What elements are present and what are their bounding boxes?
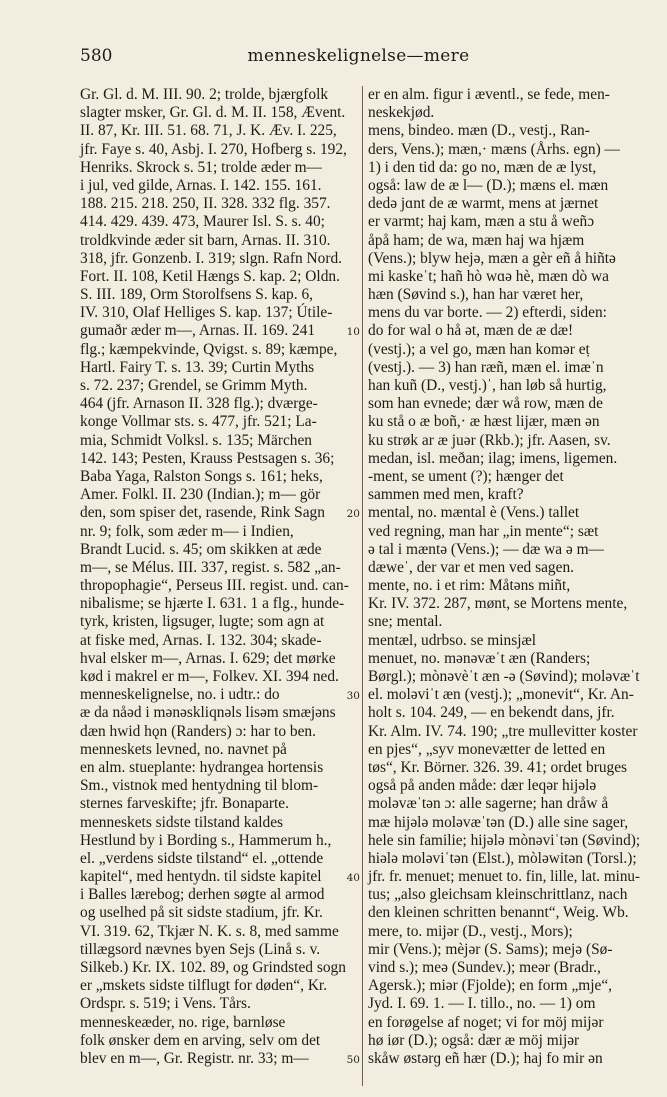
text-line: (vestj.); a vel go, mæn han komər eṭ <box>368 340 590 358</box>
text-line: og uselhed på sit sidste stadium, jfr. Kr. <box>80 904 323 922</box>
text-line: æ da nåəd i mənəskliqnəls lisəm smæjəns <box>80 704 336 722</box>
text-line: hø iør (D.); også: dær æ möj mijər <box>368 1031 580 1049</box>
text-line: flg.; kæmpekvinde, Qvigst. s. 89; kæmpe, <box>80 340 338 358</box>
column-divider <box>362 86 363 1086</box>
text-line: tillægsord nævnes byen Sejs (Linå s. v. <box>80 940 321 958</box>
text-line: nibalisme; se hjærte I. 631. 1 a flg., hunde- <box>80 595 345 613</box>
text-line: Brandt Lucid. s. 45; om skikken at æde <box>80 540 322 558</box>
text-line: Kr. IV. 372. 287, mønt, se Mortens mente, <box>368 595 628 613</box>
text-line: ə tal i mæntə (Vens.); — dæ wa ə m— <box>368 540 604 558</box>
text-line: Amer. Folkl. II. 230 (Indian.); m— gör <box>80 486 321 504</box>
text-line: mental, no. mæntal è (Vens.) tallet <box>368 504 580 522</box>
text-line: menuet, no. mənəvæˈt æn (Randers; <box>368 649 591 667</box>
text-line: sne; mental. <box>368 613 443 631</box>
left-column <box>80 86 359 1068</box>
text-line: 188. 215. 218. 250, II. 328. 332 flg. 357. <box>80 195 331 213</box>
text-line: kapitel“, med hentydn. til sidste kapitel <box>80 868 322 886</box>
text-line: s. 72. 237; Grendel, se Grimm Myth. <box>80 377 308 394</box>
text-line: mi kaskeˈt; hañ hò wɑə hè, mæn dò wa <box>368 267 609 285</box>
text-line: sternes farveskifte; jfr. Bonaparte. <box>80 795 289 813</box>
text-line: en forøgelse af noget; vi for möj mijər <box>368 1013 604 1031</box>
text-line: 414. 429. 439. 473, Maurer Isl. S. s. 40; <box>80 213 325 231</box>
text-line: sammen med men, kraft? <box>368 486 524 504</box>
text-line: jfr. Faye s. 40, Asbj. I. 270, Hofberg s. 192, <box>80 140 347 158</box>
text-line: at fiske med, Arnas. I. 132. 304; skade- <box>80 631 322 649</box>
line-number-marker: 20 <box>346 507 360 520</box>
text-line: troldkvinde æder sit barn, Arnas. II. 310. <box>80 231 331 249</box>
text-line: kød i makrel er m—, Folkev. XI. 394 ned. <box>80 668 339 685</box>
text-line: hval elsker m—, Arnas. I. 629; det mørke <box>80 649 336 667</box>
text-line: moləvæˈtən ɔ: alle sagerne; han dråw å <box>368 795 609 813</box>
line-number-marker: 40 <box>346 871 360 884</box>
text-line: slagter msker, Gr. Gl. d. M. II. 158, Ævent. <box>80 104 346 122</box>
text-line: folk ønsker dem en arving, selv om det <box>80 1031 321 1049</box>
text-line: mere, to. mijər (D., vestj., Mors); <box>368 922 573 940</box>
text-line: -ment, se ument (?); hænger det <box>368 467 564 485</box>
text-line: Gr. Gl. d. M. III. 90. 2; trolde, bjærgfolk <box>80 86 329 103</box>
text-line: mæ hijələ moləvæˈtən (D.) alle sine sager, <box>368 813 629 831</box>
text-line: Hartl. Fairy T. s. 13. 39; Curtin Myths <box>80 358 315 376</box>
text-line: mia, Schmidt Volksl. s. 135; Märchen <box>80 431 312 449</box>
text-line: 1) i den tid da: go no, mæn de æ lyst, <box>368 158 597 176</box>
text-line: dæweˈ, der var et men ved sagen. <box>368 558 574 576</box>
text-line: menneskets sidste tilstand kaldes <box>80 813 284 831</box>
text-line: do for wal o hå ət, mæn de æ dæ! <box>368 322 574 340</box>
text-line: 464 (jfr. Arnason II. 328 flg.); dværge- <box>80 395 318 413</box>
text-line: hele sin familie; hijələ mònəviˈtən (Søvind); <box>368 831 641 849</box>
text-line: nr. 9; folk, som æder m— i Indien, <box>80 522 294 540</box>
text-line: vind s.); meə (Sundev.); meər (Bradr., <box>368 959 601 976</box>
text-line: er en alm. figur i æventl., se fede, men- <box>368 86 610 103</box>
text-line: el. „verdens sidste tilstand“ el. „ottende <box>80 849 324 867</box>
text-line: ku stå o æ boñ,· æ hæst lijær, mæn ən <box>368 413 600 431</box>
text-line: medan, isl. meðan; ilag; imens, ligemen. <box>368 449 618 467</box>
text-line: S. III. 189, Orm Storolfsens S. kap. 6, <box>80 286 313 304</box>
text-line: menneskeæder, no. rige, barnløse <box>80 1013 286 1031</box>
text-line: Jyd. I. 69. 1. — I. tillo., no. — 1) om <box>368 995 596 1013</box>
text-line: den, som spiser det, rasende, Rink Sagn <box>80 504 325 522</box>
text-line: han kuñ (D., vestj.)ˈ, han løb så hurtig, <box>368 377 607 394</box>
text-line: holt s. 104. 249, — en bekendt dans, jfr. <box>368 704 615 722</box>
text-line: hiələ moləviˈtən (Elst.), mòləwitən (Torsl.); <box>368 849 637 867</box>
text-line: mentæl, udrbso. se minsjæl <box>368 631 537 649</box>
text-line: 142. 143; Pesten, Krauss Pestsagen s. 36; <box>80 449 335 467</box>
text-line: IV. 310, Olaf Helliges S. kap. 137; Útile- <box>80 304 333 322</box>
text-line: (Vens.); blyw hejə, mæn a gèr eñ å hiñtə <box>368 249 616 267</box>
text-line: også: law de æ l— (D.); mæns el. mæn <box>368 176 609 194</box>
text-line: neskekjød. <box>368 104 435 122</box>
text-line: Henriks. Skrock s. 51; trolde æder m— <box>80 158 322 176</box>
running-head: menneskelignelse—mere <box>247 46 470 66</box>
text-line: tus; „also gleichsam kleinschrittlanz, nach <box>368 886 628 904</box>
text-line: el. moləviˈt æn (vestj.); „monevit“, Kr. An- <box>368 686 634 704</box>
text-line: menneskets levned, no. navnet på <box>80 740 287 758</box>
text-line: Hestlund by i Bording s., Hammerum h., <box>80 831 332 849</box>
line-number-marker: 30 <box>346 689 360 702</box>
text-line: dedə jɑnt de æ warmt, mens at jærnet <box>368 195 599 213</box>
text-line: hæn (Søvind s.), han har været her, <box>368 286 584 304</box>
text-line: tøs“, Kr. Börner. 326. 39. 41; ordet bruges <box>368 758 628 776</box>
text-line: en pjes“, „syv monevætter de letted en <box>368 740 606 758</box>
text-line: ved regning, man har „in mente“; sæt <box>368 522 599 540</box>
text-line: er „mskets sidste tilflugt for døden“, Kr. <box>80 977 328 995</box>
text-line: mens, bindeo. mæn (D., vestj., Ran- <box>368 122 590 140</box>
text-line: i jul, ved gilde, Arnas. I. 142. 155. 161. <box>80 176 322 194</box>
text-line: Baba Yaga, Ralston Songs s. 161; heks, <box>80 467 323 485</box>
text-line: åpå ham; de wa, mæn haj wa hjæm <box>368 231 585 249</box>
text-line: dæn hwid hǫn (Randers) ɔ: har to ben. <box>80 722 316 740</box>
text-line: i Balles lærebog; derhen søgte al armod <box>80 886 325 904</box>
text-line: m—, se Mélus. III. 337, regist. s. 582 „an- <box>80 558 341 576</box>
text-line: Agersk.); miər (Fjolde); en form „mje“, <box>368 977 613 995</box>
text-line: ders, Vens.); mæn,· mæns (Århs. egn) — <box>368 140 620 158</box>
page-number: 580 <box>80 46 113 66</box>
text-line: konge Vollmar sts. s. 477, jfr. 521; La- <box>80 413 317 431</box>
text-line: gumaðr æder m—, Arnas. II. 169. 241 <box>80 322 316 340</box>
text-line: Kr. Alm. IV. 74. 190; „tre mullevitter koster <box>368 722 638 740</box>
text-line: VI. 319. 62, Tkjær N. K. s. 8, med samme <box>80 922 339 940</box>
text-line: 318, jfr. Gonzenb. I. 319; slgn. Rafn Nord. <box>80 249 343 267</box>
text-line: Sm., vistnok med hentydning til blom- <box>80 777 319 795</box>
text-line: er varmt; haj kam, mæn a stu å weñɔ <box>368 213 595 231</box>
text-line: ku strøk ar æ juər (Rkb.); jfr. Aasen, sv. <box>368 431 611 449</box>
line-number-marker: 50 <box>346 1053 360 1066</box>
text-line: mente, no. i et rim: Måtəns miñt, <box>368 577 571 595</box>
line-number-marker: 10 <box>346 325 360 338</box>
text-line: som han evnede; dær wå row, mæn de <box>368 395 603 413</box>
text-line: tyrk, kristen, ligsuger, lugte; som agn at <box>80 613 325 631</box>
text-line: mens du var borte. — 2) efterdi, siden: <box>368 304 607 322</box>
text-line: Fort. II. 108, Ketil Hængs S. kap. 2; Oldn. <box>80 267 340 285</box>
text-line: thropophagie“, Perseus III. regist. und. can- <box>80 577 349 595</box>
text-line: en alm. stueplante: hydrangea hortensis <box>80 758 324 776</box>
text-line: II. 87, Kr. III. 51. 68. 71, J. K. Æv. I. 225, <box>80 122 337 140</box>
text-line: jfr. fr. menuet; menuet to. fin, lille, lat. minu- <box>368 868 640 886</box>
text-line: menneskelignelse, no. i udtr.: do <box>80 686 280 704</box>
text-line: Ordspr. s. 519; i Vens. Tårs. <box>80 995 251 1013</box>
text-line: skåw østərɡ eñ hær (D.); haj fo mir ən <box>368 1049 603 1067</box>
text-line: den kleinen schritten benannt“, Weig. Wb. <box>368 904 629 922</box>
text-line: mir (Vens.); mèjər (S. Sams); mejə (Sø- <box>368 940 613 958</box>
right-column <box>368 86 640 1068</box>
text-line: blev en m—, Gr. Registr. nr. 33; m— <box>80 1049 309 1067</box>
text-line: Børgl.); mònəvèˈt æn -ə (Søvind); moləvæˈt <box>368 668 640 685</box>
text-line: også på anden måde: dær leqər hijələ <box>368 777 597 795</box>
text-line: Silkeb.) Kr. IX. 102. 89, og Grindsted sogn <box>80 959 346 976</box>
page-header <box>80 46 637 74</box>
text-line: (vestj.). — 3) han ræñ, mæn el. imæˈn <box>368 358 604 376</box>
